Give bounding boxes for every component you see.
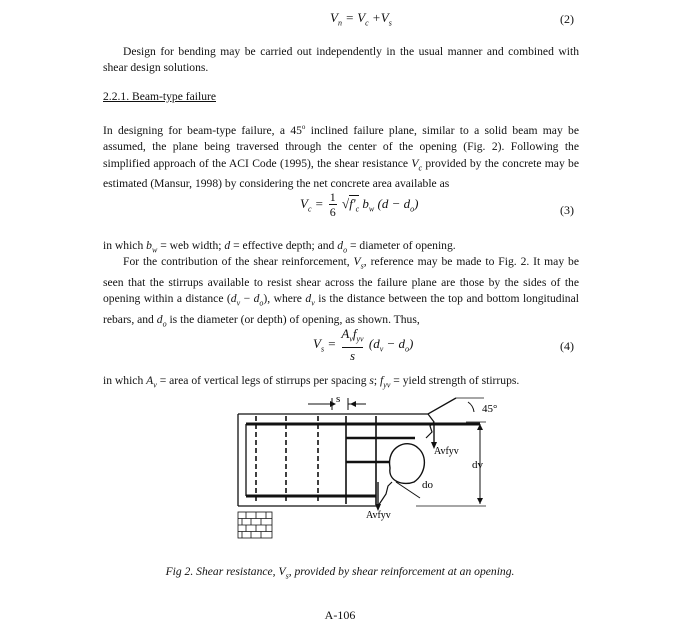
force-label-lower: Avfyv [366,510,391,521]
force-label-upper: Avfyv [434,446,459,457]
equation-4-number: (4) [560,339,574,353]
equation-2: $V_n = V_c +V_s$ [330,10,392,28]
paragraph-bending: Design for bending may be carried out independently in the usual manner and combined with shear design solutions. [103,45,579,75]
equation-2-number: (2) [560,12,574,26]
equation-4: $V_s = A_vf_{yv}$ s $(d_v - d_o)$ [313,326,414,363]
beam-outline [238,398,456,414]
paragraph-av-definition: in which $A_v$ = area of vertical legs of stirrups per spacing s; $f_{yv}$ = yield strength of stirrups. [103,374,520,390]
angle-label: 45° [482,403,498,415]
dv-label: dv [472,459,483,471]
figure-caption: Fig 2. Shear resistance, $V_s$, provided by shear reinforcement at an opening. [165,565,515,581]
failure-plane [378,482,392,506]
opening [390,444,425,484]
figure-shear-resistance [220,392,520,552]
paragraph-beam-type: In designing for beam-type failure, a 45$^o$ inclined failure plane, similar to a solid beam may be assumed, the plane being traversed through the center of the opening (Fig. 2). Following the simplified approach of the ACI Code (1995), the shear resistance $V_c$ provided by the concrete may be estimated (Mansur, 1998) by considering the net concrete area available as [103,123,579,191]
equation-3-number: (3) [560,203,574,217]
paragraph-definitions: in which $b_w$ = web width; d = effective depth; and $d_o$ = diameter of opening. [103,239,456,255]
spacing-label: s [336,393,341,405]
do-label: do [422,479,433,491]
paragraph-shear-reinforcement: For the contribution of the shear reinforcement, $V_s$, reference may be made to Fig. 2. It may be seen that the stirrups available to resist shear across the failure plane are those by the sides of the opening within a distance $(d_v - d_o)$, where $d_v$ is the distance between the top and bottom longitudinal rebars, and $d_o$ is the diameter (or depth) of opening, as shown. Thus, [103,255,579,329]
equation-3: $V_c = 1$ 6 $√f'_c$ $b_w$ $(d - d_o)$ [300,190,419,219]
section-heading: 2.2.1. Beam-type failure [103,90,216,103]
page-number: A-106 [324,608,356,622]
do-dimension [396,482,420,498]
